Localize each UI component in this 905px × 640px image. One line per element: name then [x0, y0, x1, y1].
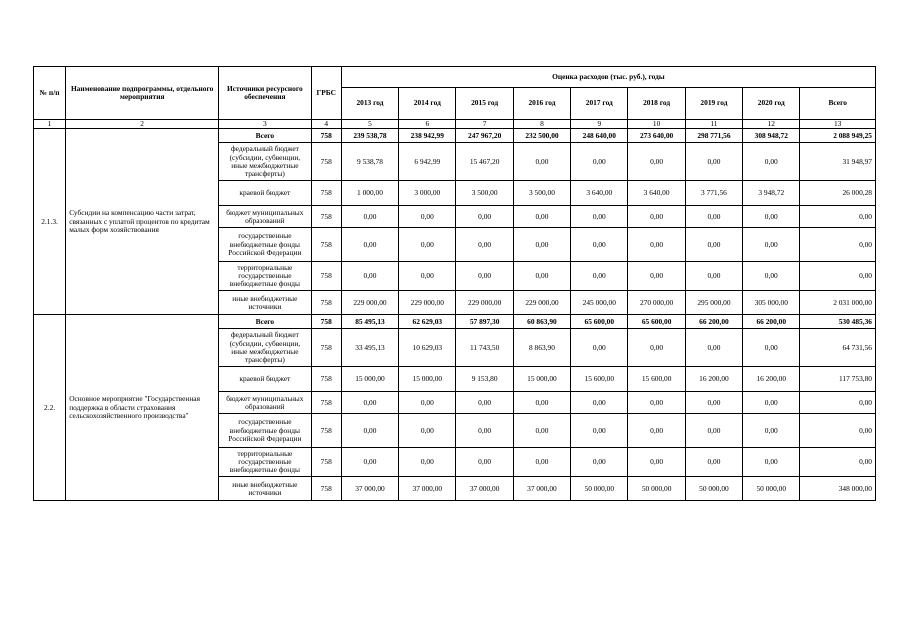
year-value: 0,00 [571, 143, 628, 181]
year-value: 37 000,00 [513, 477, 570, 501]
year-value: 0,00 [685, 448, 742, 477]
year-value: 0,00 [341, 228, 398, 262]
funding-source: территориальные государственные внебюджетные фонды [219, 262, 312, 291]
year-value: 270 000,00 [628, 291, 685, 315]
year-value: 3 500,00 [456, 181, 513, 206]
header-name: Наименование подпрограммы, отдельного мероприятия [66, 67, 219, 120]
year-value: 3 771,56 [685, 181, 742, 206]
column-number: 8 [513, 120, 570, 129]
funding-source: краевой бюджет [219, 181, 312, 206]
year-value: 15 000,00 [399, 367, 456, 392]
funding-source: Всего [219, 129, 312, 143]
column-number: 10 [628, 120, 685, 129]
year-value: 15 600,00 [571, 367, 628, 392]
funding-source: федеральный бюджет (субсидии, субвенции, иные межбюджетные трансферты) [219, 329, 312, 367]
column-number: 9 [571, 120, 628, 129]
column-numbers-row [34, 120, 876, 129]
funding-source: государственные внебюджетные фонды Российской Федерации [219, 228, 312, 262]
year-value: 0,00 [571, 448, 628, 477]
year-value: 0,00 [685, 228, 742, 262]
year-value: 0,00 [743, 329, 800, 367]
year-value: 0,00 [628, 143, 685, 181]
header-year: Всего [800, 88, 876, 120]
year-value: 295 000,00 [685, 291, 742, 315]
year-value: 1 000,00 [341, 181, 398, 206]
year-value: 0,00 [628, 228, 685, 262]
column-number: 13 [800, 120, 876, 129]
grbs-code: 758 [311, 181, 341, 206]
year-value: 66 200,00 [743, 315, 800, 329]
funding-source: территориальные государственные внебюджетные фонды [219, 448, 312, 477]
total-value: 31 948,97 [800, 143, 876, 181]
year-value: 15 600,00 [628, 367, 685, 392]
year-value: 0,00 [456, 228, 513, 262]
grbs-code: 758 [311, 262, 341, 291]
column-number: 11 [685, 120, 742, 129]
grbs-code: 758 [311, 228, 341, 262]
year-value: 16 200,00 [743, 367, 800, 392]
year-value: 0,00 [685, 262, 742, 291]
year-value: 0,00 [456, 392, 513, 414]
year-value: 65 600,00 [571, 315, 628, 329]
year-value: 62 629,03 [399, 315, 456, 329]
year-value: 247 967,20 [456, 129, 513, 143]
year-value: 0,00 [571, 262, 628, 291]
year-value: 248 640,00 [571, 129, 628, 143]
year-value: 15 000,00 [513, 367, 570, 392]
year-value: 0,00 [685, 414, 742, 448]
funding-source: федеральный бюджет (субсидии, субвенции, иные межбюджетные трансферты) [219, 143, 312, 181]
year-value: 37 000,00 [399, 477, 456, 501]
year-value: 0,00 [571, 414, 628, 448]
column-number: 2 [66, 120, 219, 129]
year-value: 0,00 [743, 262, 800, 291]
funding-source: иные внебюджетные источники [219, 477, 312, 501]
header-year: 2016 год [513, 88, 570, 120]
year-value: 3 000,00 [399, 181, 456, 206]
column-number: 4 [311, 120, 341, 129]
total-value: 0,00 [800, 448, 876, 477]
year-value: 0,00 [513, 392, 570, 414]
grbs-code: 758 [311, 367, 341, 392]
year-value: 0,00 [571, 392, 628, 414]
header-year: 2020 год [743, 88, 800, 120]
total-value: 348 000,00 [800, 477, 876, 501]
year-value: 33 495,13 [341, 329, 398, 367]
total-value: 2 031 000,00 [800, 291, 876, 315]
year-value: 0,00 [743, 448, 800, 477]
year-value: 50 000,00 [685, 477, 742, 501]
year-value: 0,00 [513, 448, 570, 477]
total-value: 0,00 [800, 228, 876, 262]
year-value: 0,00 [513, 143, 570, 181]
year-value: 0,00 [743, 206, 800, 228]
year-value: 50 000,00 [628, 477, 685, 501]
header-num: № п/п [34, 67, 66, 120]
section-code: 2.1.3. [34, 129, 66, 315]
header-year: 2017 год [571, 88, 628, 120]
column-number: 12 [743, 120, 800, 129]
year-value: 0,00 [341, 206, 398, 228]
year-value: 60 863,90 [513, 315, 570, 329]
funding-source: краевой бюджет [219, 367, 312, 392]
grbs-code: 758 [311, 129, 341, 143]
year-value: 305 000,00 [743, 291, 800, 315]
grbs-code: 758 [311, 206, 341, 228]
grbs-code: 758 [311, 315, 341, 329]
year-value: 6 942,99 [399, 143, 456, 181]
year-value: 0,00 [628, 206, 685, 228]
year-value: 0,00 [399, 262, 456, 291]
total-value: 26 000,28 [800, 181, 876, 206]
year-value: 3 500,00 [513, 181, 570, 206]
funding-source: бюджет муниципальных образований [219, 392, 312, 414]
year-value: 9 153,80 [456, 367, 513, 392]
year-value: 0,00 [456, 414, 513, 448]
year-value: 0,00 [513, 206, 570, 228]
year-value: 65 600,00 [628, 315, 685, 329]
total-value: 0,00 [800, 392, 876, 414]
year-value: 0,00 [399, 228, 456, 262]
year-value: 0,00 [341, 448, 398, 477]
year-value: 15 467,20 [456, 143, 513, 181]
header-year: 2018 год [628, 88, 685, 120]
year-value: 0,00 [513, 262, 570, 291]
year-value: 0,00 [685, 329, 742, 367]
year-value: 0,00 [399, 206, 456, 228]
year-value: 229 000,00 [399, 291, 456, 315]
year-value: 229 000,00 [456, 291, 513, 315]
year-value: 0,00 [628, 448, 685, 477]
year-value: 308 948,72 [743, 129, 800, 143]
year-value: 3 640,00 [628, 181, 685, 206]
year-value: 66 200,00 [685, 315, 742, 329]
year-value: 0,00 [571, 329, 628, 367]
table-row [34, 129, 876, 143]
grbs-code: 758 [311, 329, 341, 367]
column-number: 6 [399, 120, 456, 129]
grbs-code: 758 [311, 143, 341, 181]
year-value: 229 000,00 [341, 291, 398, 315]
year-value: 9 538,78 [341, 143, 398, 181]
year-value: 0,00 [456, 206, 513, 228]
year-value: 0,00 [341, 414, 398, 448]
section-name: Основное мероприятие "Государственная поддержка в области страхования сельскохозяйственного производства" [66, 315, 219, 501]
table-header [34, 67, 876, 129]
header-year: 2015 год [456, 88, 513, 120]
header-year: 2013 год [341, 88, 398, 120]
year-value: 37 000,00 [341, 477, 398, 501]
year-value: 50 000,00 [743, 477, 800, 501]
funding-source: государственные внебюджетные фонды Российской Федерации [219, 414, 312, 448]
year-value: 0,00 [341, 392, 398, 414]
total-value: 117 753,80 [800, 367, 876, 392]
year-value: 0,00 [399, 392, 456, 414]
year-value: 0,00 [399, 448, 456, 477]
total-value: 0,00 [800, 414, 876, 448]
year-value: 0,00 [571, 228, 628, 262]
year-value: 239 538,78 [341, 129, 398, 143]
header-year: 2014 год [399, 88, 456, 120]
year-value: 298 771,56 [685, 129, 742, 143]
funding-source: иные внебюджетные источники [219, 291, 312, 315]
year-value: 0,00 [685, 143, 742, 181]
grbs-code: 758 [311, 414, 341, 448]
year-value: 0,00 [685, 206, 742, 228]
total-value: 0,00 [800, 262, 876, 291]
year-value: 85 495,13 [341, 315, 398, 329]
grbs-code: 758 [311, 291, 341, 315]
header-grbs: ГРБС [311, 67, 341, 120]
year-value: 0,00 [628, 392, 685, 414]
year-value: 0,00 [743, 414, 800, 448]
column-number: 3 [219, 120, 312, 129]
header-estimate: Оценка расходов (тыс. руб.), годы [341, 67, 875, 88]
year-value: 0,00 [685, 392, 742, 414]
column-number: 7 [456, 120, 513, 129]
grbs-code: 758 [311, 448, 341, 477]
grbs-code: 758 [311, 392, 341, 414]
total-value: 0,00 [800, 206, 876, 228]
year-value: 0,00 [456, 448, 513, 477]
funding-source: Всего [219, 315, 312, 329]
total-value: 2 088 949,25 [800, 129, 876, 143]
year-value: 0,00 [513, 228, 570, 262]
header-source: Источники ресурсного обеспечения [219, 67, 312, 120]
year-value: 273 640,00 [628, 129, 685, 143]
year-value: 10 629,03 [399, 329, 456, 367]
total-value: 530 485,36 [800, 315, 876, 329]
year-value: 0,00 [628, 262, 685, 291]
funding-source: бюджет муниципальных образований [219, 206, 312, 228]
year-value: 0,00 [513, 414, 570, 448]
year-value: 8 863,90 [513, 329, 570, 367]
table-row [34, 315, 876, 329]
year-value: 0,00 [628, 414, 685, 448]
year-value: 0,00 [399, 414, 456, 448]
year-value: 0,00 [743, 392, 800, 414]
total-value: 64 731,56 [800, 329, 876, 367]
year-value: 50 000,00 [571, 477, 628, 501]
year-value: 3 640,00 [571, 181, 628, 206]
year-value: 11 743,50 [456, 329, 513, 367]
year-value: 0,00 [571, 206, 628, 228]
section-code: 2.2. [34, 315, 66, 501]
budget-table [33, 66, 876, 501]
year-value: 229 000,00 [513, 291, 570, 315]
year-value: 0,00 [743, 143, 800, 181]
year-value: 0,00 [743, 228, 800, 262]
year-value: 245 000,00 [571, 291, 628, 315]
header-year: 2019 год [685, 88, 742, 120]
table-body [34, 129, 876, 501]
year-value: 37 000,00 [456, 477, 513, 501]
year-value: 16 200,00 [685, 367, 742, 392]
year-value: 0,00 [628, 329, 685, 367]
year-value: 0,00 [456, 262, 513, 291]
year-value: 57 897,30 [456, 315, 513, 329]
column-number: 1 [34, 120, 66, 129]
column-number: 5 [341, 120, 398, 129]
year-value: 15 000,00 [341, 367, 398, 392]
section-name: Субсидии на компенсацию части затрат, связанных с уплатой процентов по кредитам малых форм хозяйствования [66, 129, 219, 315]
year-value: 232 500,00 [513, 129, 570, 143]
year-value: 3 948,72 [743, 181, 800, 206]
year-value: 0,00 [341, 262, 398, 291]
grbs-code: 758 [311, 477, 341, 501]
year-value: 238 942,99 [399, 129, 456, 143]
